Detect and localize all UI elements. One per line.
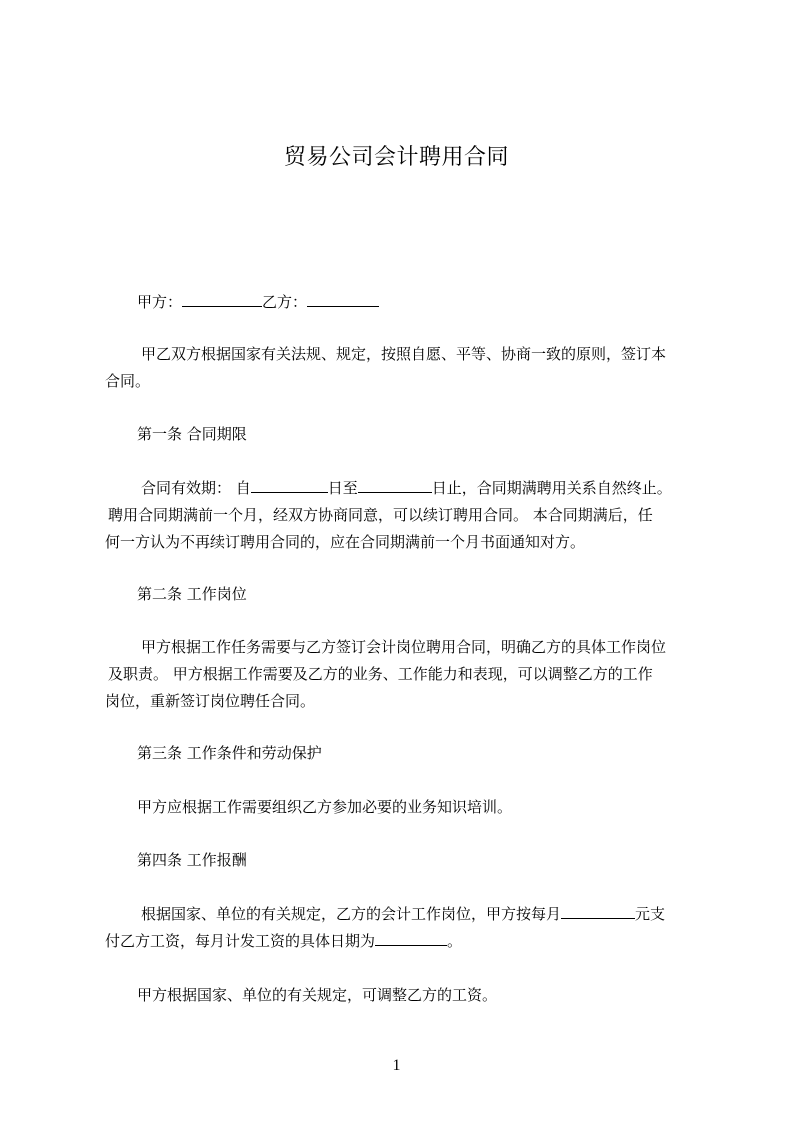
article-1-text-c: 日止，合同期满聘用关系自然终止。 [431, 479, 672, 497]
article-4-line-1 [141, 904, 665, 924]
article-4-line-3: 甲方根据国家、单位的有关规定，可调整乙方的工资。 [137, 986, 498, 1004]
article-1-text-b: 日至 [327, 479, 358, 497]
article-4-text-c: 付乙方工资，每月计发工资的具体日期为 [105, 932, 376, 950]
article-2-line-3: 岗位，重新签订岗位聘任合同。 [105, 692, 316, 710]
parties-line [137, 292, 379, 312]
article-4-line-2 [105, 931, 462, 951]
article-3-line-1: 甲方应根据工作需要组织乙方参加必要的业务知识培训。 [137, 798, 513, 816]
article-2-line-2: 及职责。 甲方根据工作需要及乙方的业务、工作能力和表现，可以调整乙方的工作 [108, 665, 653, 683]
article-1-text-a: 合同有效期： 自 [141, 479, 251, 497]
article-3-heading: 第三条 工作条件和劳动保护 [137, 744, 322, 762]
article-4-text-d: 。 [447, 932, 463, 950]
end-date-blank[interactable] [358, 478, 432, 493]
article-1-line-1 [141, 478, 672, 498]
page-number: 1 [392, 1057, 401, 1074]
salary-amount-blank[interactable] [561, 904, 635, 919]
article-4-text-a: 根据国家、单位的有关规定，乙方的会计工作岗位，甲方按每月 [141, 905, 562, 923]
article-2-line-1: 甲方根据工作任务需要与乙方签订会计岗位聘用合同，明确乙方的具体工作岗位 [141, 638, 667, 656]
intro-line-2: 合同。 [105, 372, 151, 390]
article-1-heading: 第一条 合同期限 [137, 425, 247, 443]
party-a-blank[interactable] [182, 292, 262, 307]
pay-date-blank[interactable] [375, 931, 447, 946]
intro-line-1: 甲乙双方根据国家有关法规、规定，按照自愿、平等、协商一致的原则，签订本 [141, 345, 667, 363]
party-b-blank[interactable] [307, 292, 379, 307]
party-a-label: 甲方： [137, 293, 183, 311]
article-1-line-3: 何一方认为不再续订聘用合同的，应在合同期满前一个月书面通知对方。 [105, 533, 586, 551]
party-b-label: 乙方： [262, 293, 308, 311]
article-4-heading: 第四条 工作报酬 [137, 851, 247, 869]
article-1-line-2: 聘用合同期满前一个月，经双方协商同意，可以续订聘用合同。 本合同期满后，任 [108, 506, 653, 524]
start-date-blank[interactable] [251, 478, 328, 493]
article-4-text-b: 元支 [635, 905, 666, 923]
article-2-heading: 第二条 工作岗位 [137, 585, 247, 603]
document-title: 贸易公司会计聘用合同 [283, 145, 509, 170]
